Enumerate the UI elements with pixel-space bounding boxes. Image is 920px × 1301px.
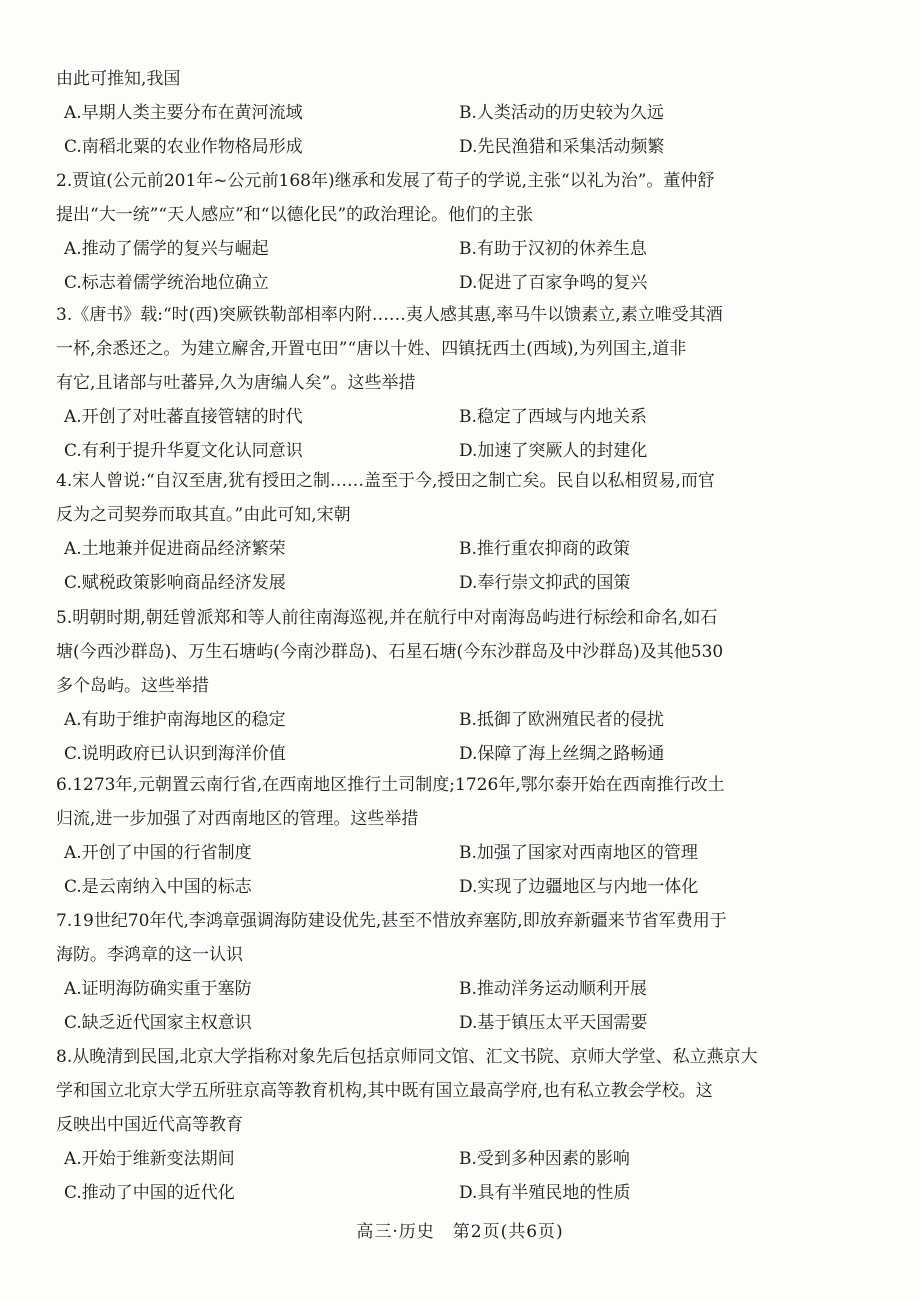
option-c[interactable]: C.推动了中国的近代化 bbox=[64, 1183, 235, 1203]
option-row bbox=[56, 972, 876, 1006]
option-a[interactable]: A.早期人类主要分布在黄河流域 bbox=[64, 103, 303, 123]
option-row bbox=[56, 737, 876, 771]
option-d[interactable]: D.具有半殖民地的性质 bbox=[459, 1183, 631, 1203]
question-stem-line: 多个岛屿。这些举措 bbox=[56, 676, 209, 696]
option-c[interactable]: C.赋税政策影响商品经济发展 bbox=[64, 573, 286, 593]
option-a[interactable]: A.开始于维新变法期间 bbox=[64, 1149, 235, 1169]
option-d[interactable]: D.加速了突厥人的封建化 bbox=[459, 441, 648, 461]
question-stem-line: 一杯,余悉还之。为建立廨舍,开置屯田”“唐以十姓、四镇抚西土(西域),为列国主,道非 bbox=[56, 339, 687, 359]
question-3 bbox=[56, 298, 876, 468]
question-stem-line: 7.19世纪70年代,李鸿章强调海防建设优先,甚至不惜放弃塞防,即放弃新疆来节省军费用于 bbox=[56, 911, 727, 931]
option-d[interactable]: D.奉行崇文抑武的国策 bbox=[459, 573, 631, 593]
option-c[interactable]: C.缺乏近代国家主权意识 bbox=[64, 1013, 252, 1033]
question-stem-line: 8.从晚清到民国,北京大学指称对象先后包括京师同文馆、汇文书院、京师大学堂、私立燕京大 bbox=[56, 1047, 758, 1067]
option-b[interactable]: B.加强了国家对西南地区的管理 bbox=[459, 843, 698, 863]
question-1 bbox=[56, 62, 876, 164]
question-stem-line: 反映出中国近代高等教育 bbox=[56, 1115, 243, 1135]
option-row bbox=[56, 836, 876, 870]
option-row bbox=[56, 870, 876, 904]
option-row bbox=[56, 703, 876, 737]
option-d[interactable]: D.基于镇压太平天国需要 bbox=[459, 1013, 648, 1033]
question-stem-line: 2.贾谊(公元前201年~公元前168年)继承和发展了荀子的学说,主张“以礼为治”。董仲舒 bbox=[56, 171, 715, 191]
option-b[interactable]: B.稳定了西域与内地关系 bbox=[459, 407, 647, 427]
question-stem-line: 归流,进一步加强了对西南地区的管理。这些举措 bbox=[56, 809, 419, 829]
option-c[interactable]: C.说明政府已认识到海洋价值 bbox=[64, 744, 286, 764]
option-c[interactable]: C.有利于提升华夏文化认同意识 bbox=[64, 441, 303, 461]
option-row bbox=[56, 1006, 876, 1040]
question-8 bbox=[56, 1040, 876, 1210]
option-a[interactable]: A.有助于维护南海地区的稳定 bbox=[64, 710, 286, 730]
question-6 bbox=[56, 768, 876, 904]
option-b[interactable]: B.推行重农抑商的政策 bbox=[459, 539, 630, 559]
question-stem-line: 6.1273年,元朝置云南行省,在西南地区推行土司制度;1726年,鄂尔泰开始在西南推行改土 bbox=[56, 775, 725, 795]
option-b[interactable]: B.有助于汉初的休养生息 bbox=[459, 239, 647, 259]
option-d[interactable]: D.实现了边疆地区与内地一体化 bbox=[459, 877, 699, 897]
question-stem-line: 海防。李鸿章的这一认识 bbox=[56, 945, 243, 965]
option-a[interactable]: A.开创了对吐蕃直接管辖的时代 bbox=[64, 407, 303, 427]
option-row bbox=[56, 1176, 876, 1210]
question-stem-line: 3.《唐书》载:“时(西)突厥铁勒部相率内附……夷人感其惠,率马牛以馈素立,素立唯受其酒 bbox=[56, 305, 723, 325]
option-row bbox=[56, 130, 876, 164]
question-5 bbox=[56, 601, 876, 771]
question-stem-line: 4.宋人曾说:“自汉至唐,犹有授田之制……盖至于今,授田之制亡矣。民自以私相贸易,而官 bbox=[56, 471, 715, 491]
option-a[interactable]: A.土地兼并促进商品经济繁荣 bbox=[64, 539, 286, 559]
question-stem-line: 由此可推知,我国 bbox=[56, 69, 181, 89]
option-b[interactable]: B.推动洋务运动顺利开展 bbox=[459, 979, 647, 999]
option-a[interactable]: A.开创了中国的行省制度 bbox=[64, 843, 252, 863]
question-stem-line: 5.明朝时期,朝廷曾派郑和等人前往南海巡视,并在航行中对南海岛屿进行标绘和命名,如石 bbox=[56, 608, 718, 628]
question-stem-line: 塘(今西沙群岛)、万生石塘屿(今南沙群岛)、石星石塘(今东沙群岛及中沙群岛)及其他530 bbox=[56, 642, 724, 662]
question-stem-line: 学和国立北京大学五所驻京高等教育机构,其中既有国立最高学府,也有私立教会学校。这 bbox=[56, 1081, 713, 1101]
option-row bbox=[56, 232, 876, 266]
option-row bbox=[56, 434, 876, 468]
option-row bbox=[56, 1142, 876, 1176]
option-row bbox=[56, 532, 876, 566]
option-b[interactable]: B.人类活动的历史较为久远 bbox=[459, 103, 664, 123]
option-row bbox=[56, 266, 876, 300]
option-row bbox=[56, 400, 876, 434]
option-a[interactable]: A.证明海防确实重于塞防 bbox=[64, 979, 252, 999]
option-row bbox=[56, 566, 876, 600]
option-row bbox=[56, 96, 876, 130]
question-4 bbox=[56, 464, 876, 600]
option-d[interactable]: D.先民渔猎和采集活动频繁 bbox=[459, 137, 665, 157]
option-c[interactable]: C.南稻北粟的农业作物格局形成 bbox=[64, 137, 303, 157]
option-d[interactable]: D.促进了百家争鸣的复兴 bbox=[459, 273, 648, 293]
question-stem-line: 有它,且诸部与吐蕃异,久为唐编人矣”。这些举措 bbox=[56, 373, 416, 393]
option-b[interactable]: B.抵御了欧洲殖民者的侵扰 bbox=[459, 710, 664, 730]
option-d[interactable]: D.保障了海上丝绸之路畅通 bbox=[459, 744, 665, 764]
page-footer: 高三·历史 第2页(共6页) bbox=[356, 1222, 564, 1242]
option-a[interactable]: A.推动了儒学的复兴与崛起 bbox=[64, 239, 269, 259]
option-c[interactable]: C.是云南纳入中国的标志 bbox=[64, 877, 252, 897]
question-2 bbox=[56, 164, 876, 300]
option-c[interactable]: C.标志着儒学统治地位确立 bbox=[64, 273, 269, 293]
question-7 bbox=[56, 904, 876, 1040]
option-b[interactable]: B.受到多种因素的影响 bbox=[459, 1149, 630, 1169]
question-stem-line: 反为之司契券而取其直。”由此可知,宋朝 bbox=[56, 505, 351, 525]
question-stem-line: 提出“大一统”“天人感应”和“以德化民”的政治理论。他们的主张 bbox=[56, 205, 534, 225]
